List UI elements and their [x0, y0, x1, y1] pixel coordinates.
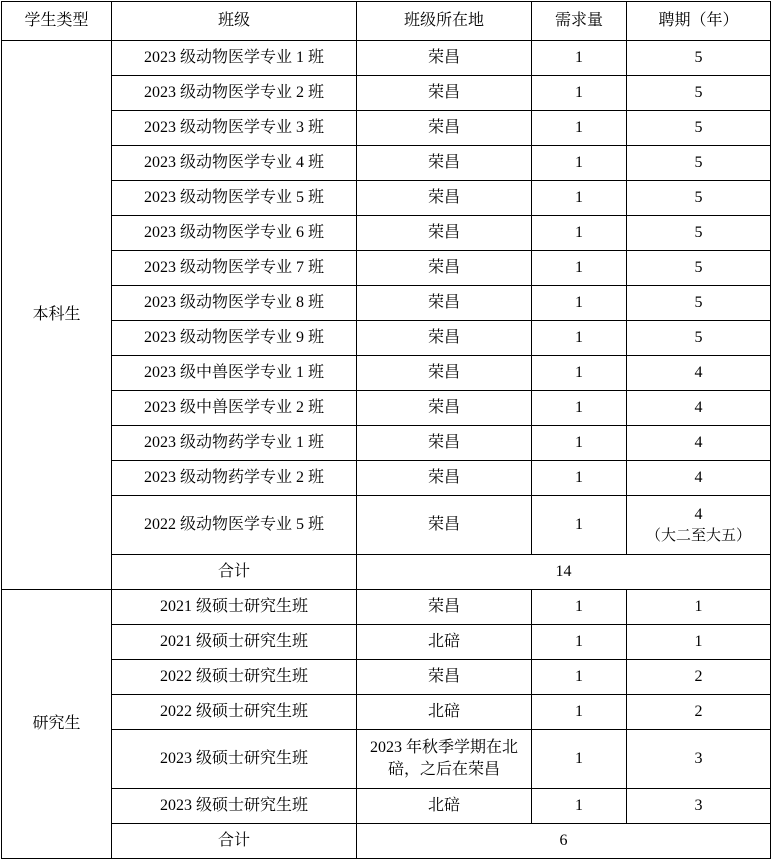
class-name: 2023 级动物医学专业 3 班	[112, 111, 357, 146]
header-location: 班级所在地	[357, 2, 532, 41]
table-row	[2, 286, 771, 321]
class-name: 2022 级动物医学专业 5 班	[112, 496, 357, 555]
term-years: 5	[627, 251, 771, 286]
class-location: 荣昌	[357, 356, 532, 391]
class-location: 荣昌	[357, 590, 532, 625]
term-years: 4	[627, 461, 771, 496]
header-student-type: 学生类型	[2, 2, 112, 41]
table-row	[2, 216, 771, 251]
class-location: 荣昌	[357, 111, 532, 146]
table-row	[2, 590, 771, 625]
demand-count: 1	[532, 730, 627, 789]
term-years: 1	[627, 590, 771, 625]
class-name: 2023 级硕士研究生班	[112, 730, 357, 789]
class-location: 荣昌	[357, 286, 532, 321]
document-page	[0, 1, 771, 850]
class-location: 北碚	[357, 789, 532, 824]
demand-count: 1	[532, 695, 627, 730]
table-header-row	[2, 2, 771, 41]
class-location: 荣昌	[357, 391, 532, 426]
class-location: 荣昌	[357, 146, 532, 181]
term-years: 4	[627, 391, 771, 426]
class-name: 2021 级硕士研究生班	[112, 625, 357, 660]
term-years: 4	[627, 426, 771, 461]
table-row	[2, 321, 771, 356]
header-term: 聘期（年）	[627, 2, 771, 41]
class-name: 2023 级动物医学专业 5 班	[112, 181, 357, 216]
total-value-graduate: 6	[357, 824, 771, 859]
term-years-note: （大二至大五）	[645, 527, 751, 544]
total-value-undergraduate: 14	[357, 555, 771, 590]
class-name: 2023 级动物药学专业 1 班	[112, 426, 357, 461]
term-years: 1	[627, 625, 771, 660]
class-location: 荣昌	[357, 321, 532, 356]
demand-count: 1	[532, 461, 627, 496]
demand-count: 1	[532, 496, 627, 555]
category-graduate: 研究生	[2, 590, 112, 859]
table-row-total	[2, 824, 771, 859]
term-years: 3	[627, 789, 771, 824]
class-name: 2023 级动物医学专业 6 班	[112, 216, 357, 251]
class-name: 2022 级硕士研究生班	[112, 695, 357, 730]
term-years: 5	[627, 321, 771, 356]
table-row	[2, 76, 771, 111]
class-name: 2023 级动物药学专业 2 班	[112, 461, 357, 496]
term-years-value: 4	[694, 506, 703, 524]
table-row	[2, 146, 771, 181]
class-name: 2023 级中兽医学专业 1 班	[112, 356, 357, 391]
header-class: 班级	[112, 2, 357, 41]
table-row	[2, 730, 771, 789]
term-years: 5	[627, 111, 771, 146]
term-years	[627, 496, 771, 555]
class-location: 北碚	[357, 625, 532, 660]
table-row	[2, 391, 771, 426]
demand-count: 1	[532, 181, 627, 216]
class-location: 2023 年秋季学期在北碚，之后在荣昌	[357, 730, 532, 789]
term-years: 4	[627, 356, 771, 391]
table-row	[2, 111, 771, 146]
class-name: 2022 级硕士研究生班	[112, 660, 357, 695]
table-row	[2, 625, 771, 660]
term-years: 3	[627, 730, 771, 789]
class-location: 荣昌	[357, 76, 532, 111]
class-location: 荣昌	[357, 41, 532, 76]
term-years: 5	[627, 76, 771, 111]
table-row	[2, 496, 771, 555]
demand-count: 1	[532, 216, 627, 251]
demand-count: 1	[532, 251, 627, 286]
class-name: 2021 级硕士研究生班	[112, 590, 357, 625]
demand-count: 1	[532, 286, 627, 321]
class-name: 2023 级动物医学专业 8 班	[112, 286, 357, 321]
table-row	[2, 181, 771, 216]
class-location: 荣昌	[357, 660, 532, 695]
table-row	[2, 41, 771, 76]
demand-count: 1	[532, 391, 627, 426]
demand-count: 1	[532, 76, 627, 111]
class-location: 荣昌	[357, 461, 532, 496]
demand-count: 1	[532, 41, 627, 76]
demand-count: 1	[532, 590, 627, 625]
class-name: 2023 级动物医学专业 9 班	[112, 321, 357, 356]
term-years: 2	[627, 660, 771, 695]
class-name: 2023 级中兽医学专业 2 班	[112, 391, 357, 426]
class-name: 2023 级动物医学专业 4 班	[112, 146, 357, 181]
class-name: 2023 级硕士研究生班	[112, 789, 357, 824]
table-row	[2, 695, 771, 730]
table-row	[2, 789, 771, 824]
class-name: 2023 级动物医学专业 7 班	[112, 251, 357, 286]
demand-count: 1	[532, 111, 627, 146]
demand-count: 1	[532, 426, 627, 461]
demand-count: 1	[532, 321, 627, 356]
table-row	[2, 660, 771, 695]
term-years: 5	[627, 216, 771, 251]
class-location: 荣昌	[357, 251, 532, 286]
class-name: 2023 级动物医学专业 1 班	[112, 41, 357, 76]
category-undergraduate: 本科生	[2, 41, 112, 590]
demand-count: 1	[532, 146, 627, 181]
term-years: 5	[627, 41, 771, 76]
demand-count: 1	[532, 356, 627, 391]
term-years: 2	[627, 695, 771, 730]
class-location: 荣昌	[357, 496, 532, 555]
class-location: 北碚	[357, 695, 532, 730]
demand-count: 1	[532, 625, 627, 660]
class-location: 荣昌	[357, 216, 532, 251]
demand-count: 1	[532, 789, 627, 824]
table-row	[2, 251, 771, 286]
table-row	[2, 426, 771, 461]
class-name: 2023 级动物医学专业 2 班	[112, 76, 357, 111]
class-location: 荣昌	[357, 426, 532, 461]
class-location: 荣昌	[357, 181, 532, 216]
total-label-undergraduate: 合计	[112, 555, 357, 590]
term-years: 5	[627, 181, 771, 216]
total-label-graduate: 合计	[112, 824, 357, 859]
header-demand: 需求量	[532, 2, 627, 41]
demand-count: 1	[532, 660, 627, 695]
term-years: 5	[627, 286, 771, 321]
term-years: 5	[627, 146, 771, 181]
table-row-total	[2, 555, 771, 590]
table-row	[2, 356, 771, 391]
table-row	[2, 461, 771, 496]
student-demand-table	[1, 1, 771, 859]
